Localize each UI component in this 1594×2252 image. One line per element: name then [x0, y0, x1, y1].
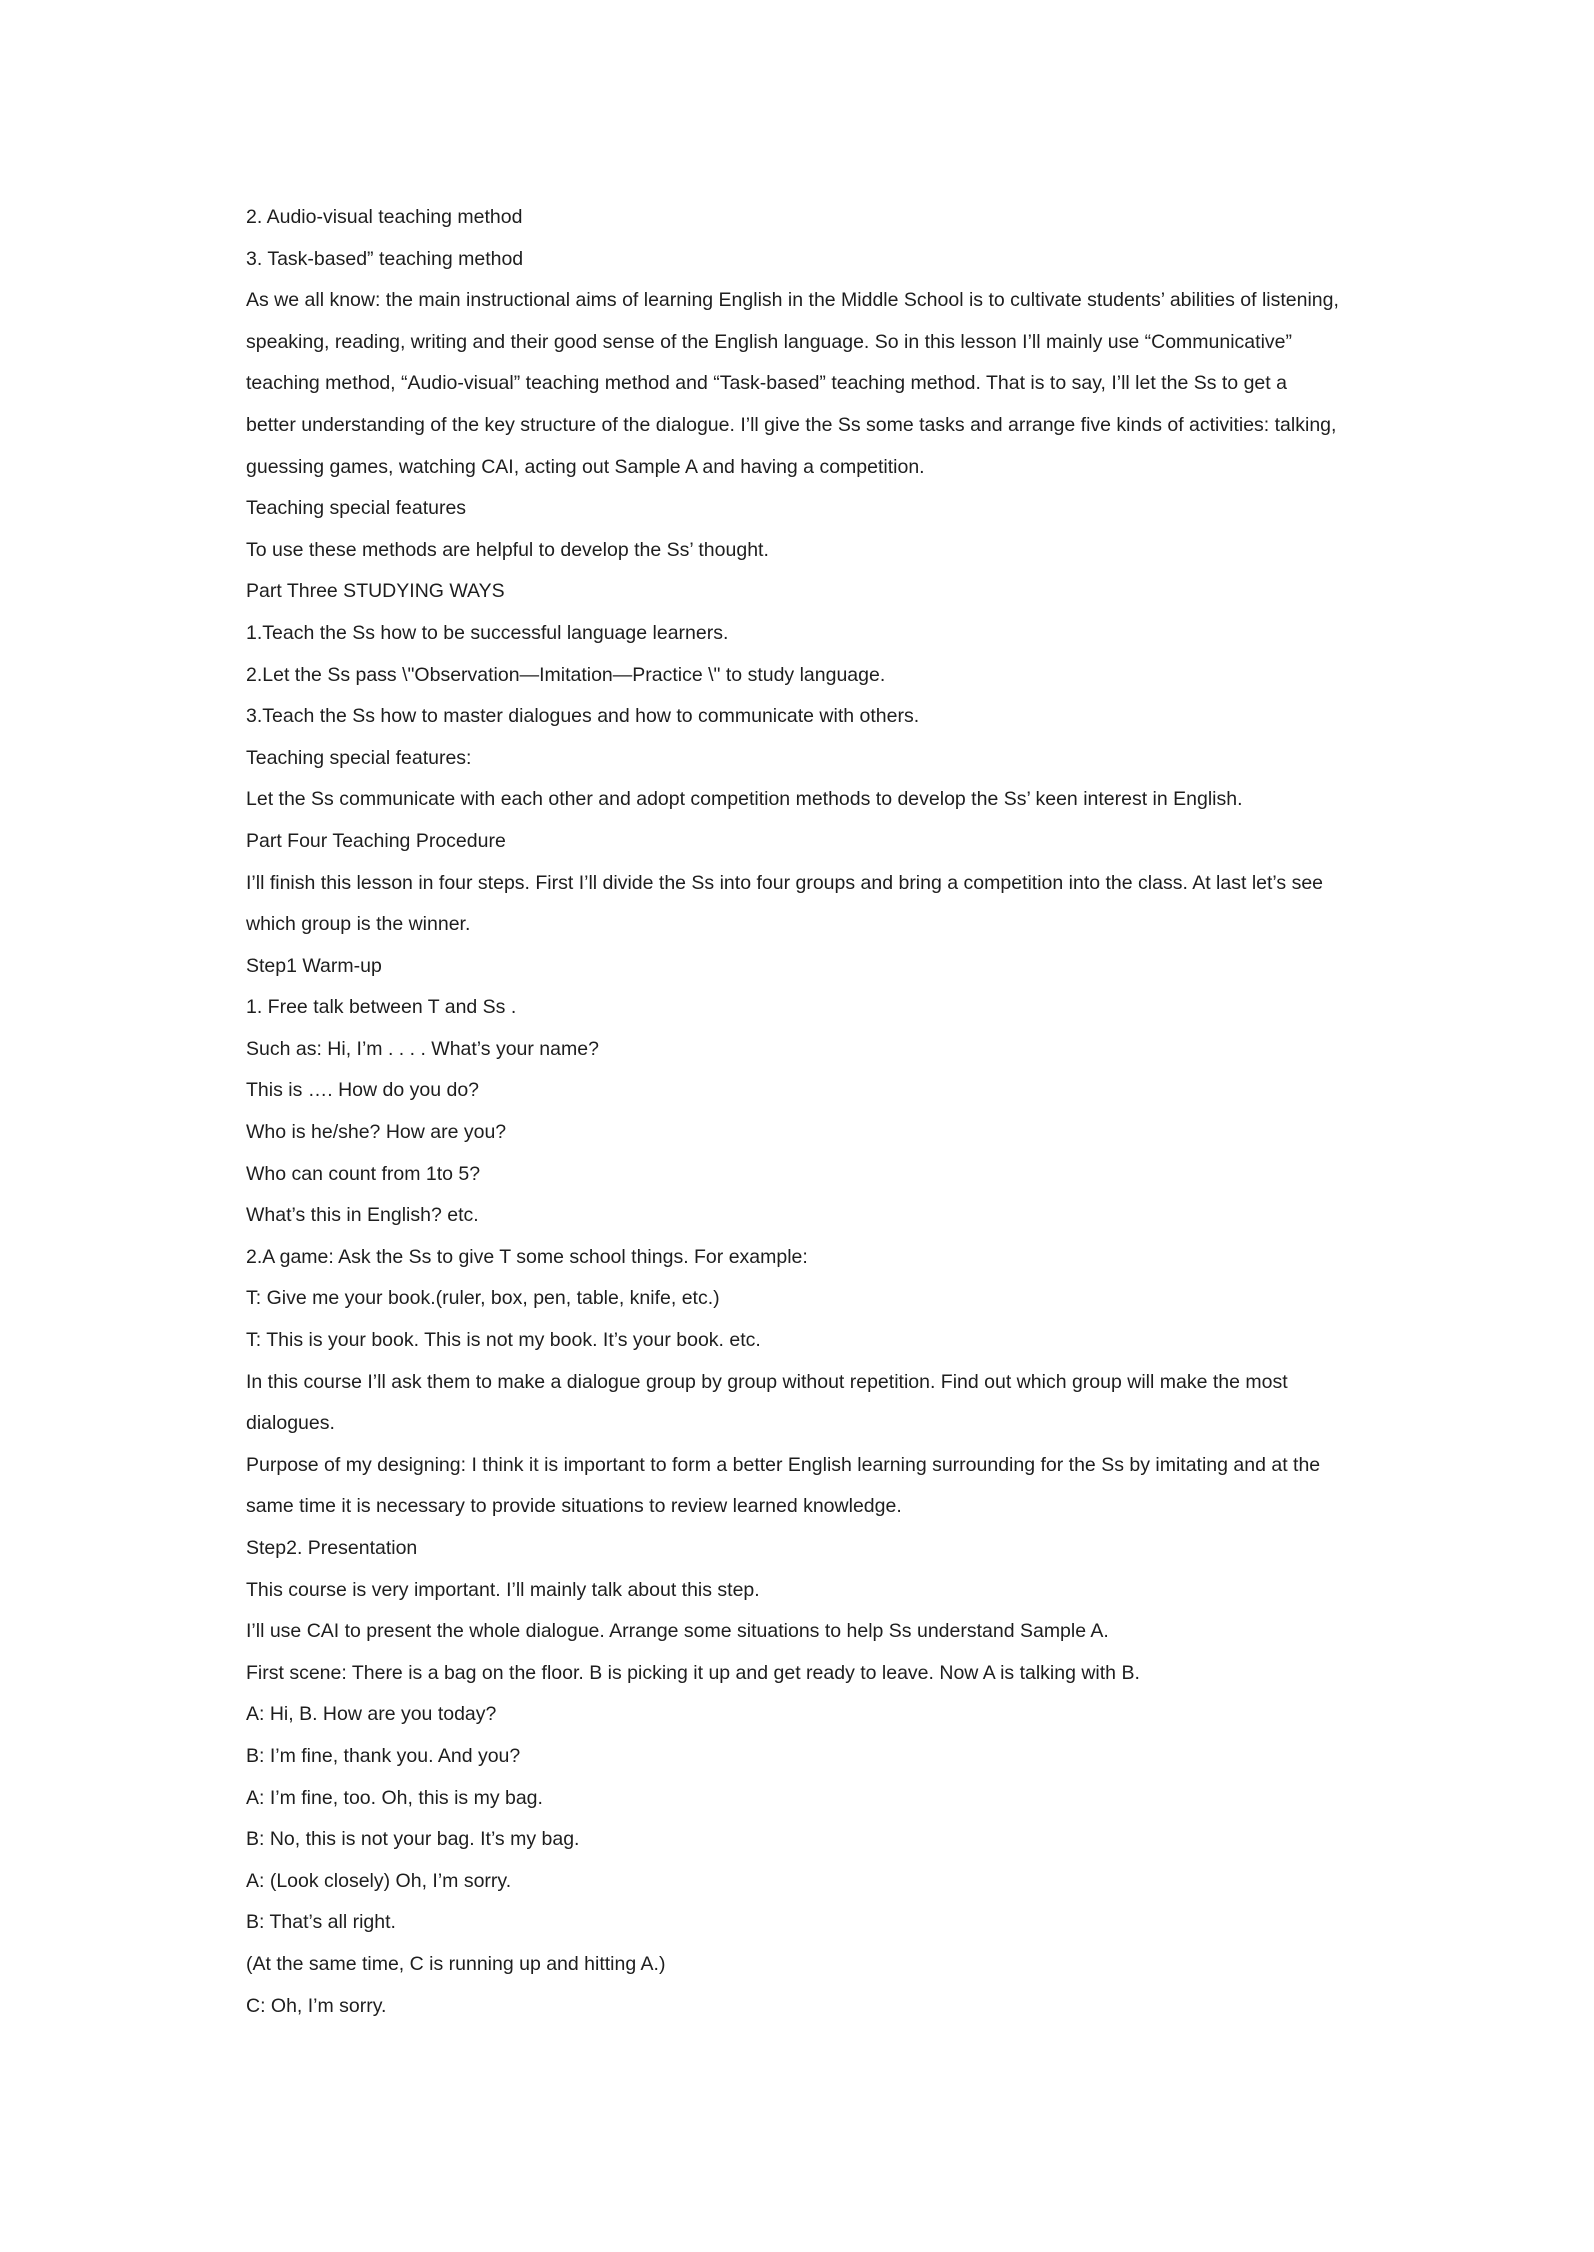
text-line: I’ll use CAI to present the whole dialogue. Arrange some situations to help Ss understand Sample A.	[246, 1620, 1109, 1643]
text-line: I’ll finish this lesson in four steps. First I’ll divide the Ss into four groups and bring a competition into the class. At last let’s see	[246, 871, 1324, 894]
text-line: This course is very important. I’ll mainly talk about this step.	[246, 1578, 760, 1601]
text-line: T: Give me your book.(ruler, box, pen, table, knife, etc.)	[246, 1287, 720, 1310]
text-line: 2.Let the Ss pass \"Observation—Imitation—Practice \" to study language.	[246, 663, 886, 686]
text-line: 2. Audio-visual teaching method	[246, 206, 523, 228]
text-line: First scene: There is a bag on the floor. B is picking it up and get ready to leave. Now A is talking with B.	[246, 1661, 1140, 1684]
text-line: Purpose of my designing: I think it is important to form a better English learning surrounding for the Ss by imitating and at the	[246, 1453, 1321, 1476]
text-line: B: That’s all right.	[246, 1911, 396, 1934]
text-line: (At the same time, C is running up and hitting A.)	[246, 1952, 666, 1975]
text-line: dialogues.	[246, 1412, 335, 1435]
text-line: Who can count from 1to 5?	[246, 1162, 481, 1185]
text-line: 1.Teach the Ss how to be successful language learners.	[246, 621, 729, 644]
text-line: Teaching special features:	[246, 746, 472, 769]
text-line: better understanding of the key structure of the dialogue. I’ll give the Ss some tasks and arrange five kinds of activities: talking,	[246, 413, 1337, 436]
document-page	[246, 205, 1356, 2035]
text-line: 1. Free talk between T and Ss .	[246, 996, 517, 1019]
text-line: What’s this in English? etc.	[246, 1204, 479, 1227]
text-line: speaking, reading, writing and their good sense of the English language. So in this lesson I’ll mainly use “Communicative”	[246, 330, 1292, 353]
text-line: teaching method, “Audio-visual” teaching method and “Task-based” teaching method. That is to say, I’ll let the Ss to get a	[246, 372, 1287, 395]
text-line: T: This is your book. This is not my book. It’s your book. etc.	[246, 1329, 761, 1352]
text-line: A: I’m fine, too. Oh, this is my bag.	[246, 1786, 543, 1809]
text-line: A: Hi, B. How are you today?	[246, 1703, 497, 1726]
text-line: 3.Teach the Ss how to master dialogues and how to communicate with others.	[246, 705, 920, 728]
text-line: As we all know: the main instructional aims of learning English in the Middle School is to cultivate students’ abilities of listening,	[246, 289, 1339, 312]
text-line: guessing games, watching CAI, acting out Sample A and having a competition.	[246, 455, 925, 478]
text-line: B: No, this is not your bag. It’s my bag.	[246, 1828, 580, 1851]
text-line: B: I’m fine, thank you. And you?	[246, 1744, 521, 1767]
text-line: Part Three STUDYING WAYS	[246, 580, 505, 603]
text-line: Such as: Hi, I’m . . . . What’s your name?	[246, 1037, 599, 1060]
text-line: Step2. Presentation	[246, 1537, 418, 1559]
text-line: C: Oh, I’m sorry.	[246, 1994, 387, 2017]
text-line: 2.A game: Ask the Ss to give T some school things. For example:	[246, 1245, 808, 1268]
text-line: Teaching special features	[246, 497, 467, 520]
text-line: In this course I’ll ask them to make a dialogue group by group without repetition. Find out which group will make the most	[246, 1370, 1288, 1393]
text-line: same time it is necessary to provide situations to review learned knowledge.	[246, 1495, 902, 1518]
text-line: Part Four Teaching Procedure	[246, 829, 506, 852]
text-line: To use these methods are helpful to develop the Ss’ thought.	[246, 538, 769, 561]
text-line: 3. Task-based” teaching method	[246, 247, 524, 270]
text-line: A: (Look closely) Oh, I’m sorry.	[246, 1869, 512, 1892]
text-line: Who is he/she? How are you?	[246, 1121, 507, 1144]
text-line: Let the Ss communicate with each other and adopt competition methods to develop the Ss’ keen interest in English.	[246, 788, 1243, 811]
text-line: This is …. How do you do?	[246, 1079, 480, 1102]
text-line: which group is the winner.	[246, 913, 471, 936]
text-line: Step1 Warm-up	[246, 954, 382, 977]
